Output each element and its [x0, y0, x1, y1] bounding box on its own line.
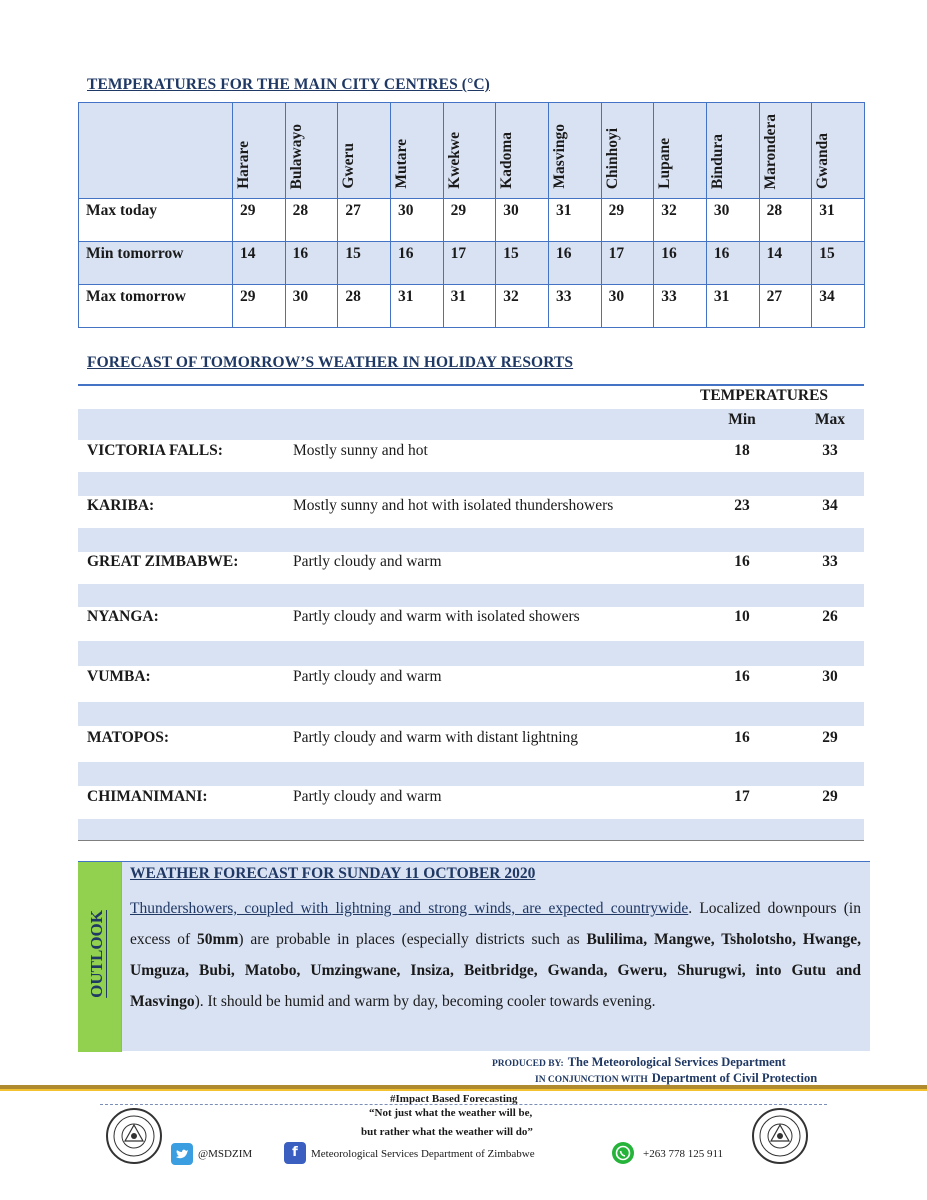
temp-cell: 29: [233, 285, 286, 328]
temperatures-header: TEMPERATURES: [700, 387, 829, 404]
temp-cell: 28: [338, 285, 391, 328]
temp-cell: 30: [285, 285, 338, 328]
max-header: Max: [814, 411, 846, 428]
temp-cell: 29: [443, 199, 496, 242]
resort-forecast: Partly cloudy and warm with isolated showers: [293, 608, 580, 625]
temp-cell: 15: [338, 242, 391, 285]
footer-dashed-rule: [100, 1104, 827, 1105]
city-header-corner: [79, 103, 233, 199]
resort-separator: [78, 762, 864, 786]
temp-cell: 15: [496, 242, 549, 285]
msd-logo-right: [752, 1108, 808, 1164]
msd-logo-left: [106, 1108, 162, 1164]
resort-min: 16: [734, 668, 750, 685]
slogan-line-1: “Not just what the weather will be,: [369, 1107, 533, 1119]
temp-cell: 16: [706, 242, 759, 285]
resort-max: 29: [822, 729, 838, 746]
resort-min: 18: [734, 442, 750, 459]
twitter-icon[interactable]: [171, 1143, 193, 1165]
outlook-panel: [78, 861, 870, 1051]
city-header: Masvingo: [548, 103, 601, 199]
resort-separator: [78, 641, 864, 666]
resort-name: VICTORIA FALLS:: [87, 442, 223, 459]
temp-cell: 16: [654, 242, 707, 285]
temp-cell: 16: [548, 242, 601, 285]
row-label: Max today: [79, 199, 233, 242]
resort-max: 26: [822, 608, 838, 625]
temp-cell: 14: [233, 242, 286, 285]
temp-cell: 31: [390, 285, 443, 328]
twitter-handle[interactable]: @MSDZIM: [198, 1148, 253, 1160]
resort-bottom-rule: [78, 840, 864, 841]
resort-separator: [78, 819, 864, 841]
city-header: Chinhoyi: [601, 103, 654, 199]
resort-forecast-heading: FORECAST OF TOMORROW’S WEATHER IN HOLIDAY RESORTS: [87, 354, 574, 371]
max-tomorrow-row: [79, 285, 865, 328]
resort-min: 10: [734, 608, 750, 625]
resort-separator: [78, 702, 864, 726]
resort-max: 30: [822, 668, 838, 685]
resort-name: VUMBA:: [87, 668, 151, 685]
whatsapp-number[interactable]: +263 778 125 911: [643, 1148, 724, 1160]
temp-cell: 32: [496, 285, 549, 328]
temp-cell: 17: [443, 242, 496, 285]
resort-forecast: Mostly sunny and hot: [293, 442, 428, 459]
outlook-districts: Bulilima, Mangwe, Tsholotsho, Hwange, Umguza, Bubi, Matobo, Umzingwane, Insiza, Beitbridge, Gwanda, Gweru, Shurugwi, into Gutu and Masvingo: [130, 931, 861, 1010]
resort-max: 33: [822, 442, 838, 459]
temp-cell: 32: [654, 199, 707, 242]
temp-cell: 14: [759, 242, 812, 285]
whatsapp-icon[interactable]: [612, 1142, 634, 1164]
temp-cell: 30: [496, 199, 549, 242]
city-header: Gwanda: [812, 103, 865, 199]
resort-name: GREAT ZIMBABWE:: [87, 553, 239, 570]
max-today-row: [79, 199, 865, 242]
min-header: Min: [728, 411, 756, 428]
outlook-tab-label: OUTLOOK: [87, 910, 106, 998]
city-header: Bindura: [706, 103, 759, 199]
temp-cell: 34: [812, 285, 865, 328]
temp-cell: 33: [654, 285, 707, 328]
resort-separator: [78, 472, 864, 496]
outlook-lead: Thundershowers, coupled with lightning and strong winds, are expected countrywide: [130, 900, 689, 917]
temp-cell: 17: [601, 242, 654, 285]
city-header: Harare: [233, 103, 286, 199]
produced-by-label: PRODUCED BY:: [492, 1059, 564, 1069]
resort-min: 17: [734, 788, 750, 805]
resort-separator: [78, 584, 864, 607]
temp-cell: 30: [706, 199, 759, 242]
temp-cell: 29: [601, 199, 654, 242]
resort-forecast: Partly cloudy and warm with distant lightning: [293, 729, 578, 746]
resort-min: 16: [734, 553, 750, 570]
partner-org: Department of Civil Protection: [651, 1071, 818, 1085]
outlook-tab: [78, 862, 122, 1052]
resort-forecast: Mostly sunny and hot with isolated thundershowers: [293, 497, 614, 514]
resort-separator: [78, 528, 864, 552]
temp-cell: 15: [812, 242, 865, 285]
city-header-row: [79, 103, 865, 199]
city-temperature-table: [78, 102, 865, 328]
temp-cell: 28: [759, 199, 812, 242]
temp-cell: 28: [285, 199, 338, 242]
temp-cell: 31: [706, 285, 759, 328]
temp-cell: 16: [390, 242, 443, 285]
resort-max: 33: [822, 553, 838, 570]
temp-cell: 27: [338, 199, 391, 242]
facebook-page[interactable]: Meteorological Services Department of Zimbabwe: [311, 1148, 535, 1160]
outlook-body: [130, 893, 861, 1017]
city-header: Kwekwe: [443, 103, 496, 199]
temp-cell: 31: [443, 285, 496, 328]
temp-cell: 31: [812, 199, 865, 242]
temp-cell: 27: [759, 285, 812, 328]
resort-max: 34: [822, 497, 838, 514]
resort-name: KARIBA:: [87, 497, 155, 514]
resort-top-rule: [78, 384, 864, 386]
footer-rule-gold: [0, 1089, 927, 1091]
temp-cell: 31: [548, 199, 601, 242]
outlook-amount: 50mm: [197, 931, 239, 948]
resort-max: 29: [822, 788, 838, 805]
resort-forecast: Partly cloudy and warm: [293, 553, 442, 570]
produced-by-org: The Meteorological Services Department: [567, 1055, 786, 1069]
city-header: Bulawayo: [285, 103, 338, 199]
resort-forecast: Partly cloudy and warm: [293, 668, 442, 685]
city-header: Mutare: [390, 103, 443, 199]
temp-cell: 16: [285, 242, 338, 285]
outlook-text: ) are probable in places (especially districts such as: [238, 931, 587, 948]
resort-name: CHIMANIMANI:: [87, 788, 208, 805]
facebook-icon[interactable]: f: [284, 1142, 306, 1164]
temp-cell: 30: [390, 199, 443, 242]
city-header: Marondera: [759, 103, 812, 199]
temp-cell: 30: [601, 285, 654, 328]
city-header: Kadoma: [496, 103, 549, 199]
hashtag: #Impact Based Forecasting: [390, 1093, 518, 1105]
temp-cell: 29: [233, 199, 286, 242]
resort-forecast: Partly cloudy and warm: [293, 788, 442, 805]
temp-cell: 33: [548, 285, 601, 328]
resort-min: 23: [734, 497, 750, 514]
city-header: Gweru: [338, 103, 391, 199]
resort-name: NYANGA:: [87, 608, 159, 625]
outlook-text: . Localized downpours (in excess of: [130, 900, 861, 948]
outlook-text: ). It should be humid and warm by day, becoming cooler towards evening.: [194, 993, 656, 1010]
row-label: Max tomorrow: [79, 285, 233, 328]
resort-name: MATOPOS:: [87, 729, 170, 746]
min-tomorrow-row: [79, 242, 865, 285]
conjunction-label: IN CONJUNCTION WITH: [535, 1075, 648, 1085]
outlook-title: WEATHER FORECAST FOR SUNDAY 11 OCTOBER 2020: [130, 865, 536, 882]
row-label: Min tomorrow: [79, 242, 233, 285]
resort-min: 16: [734, 729, 750, 746]
city-temperatures-heading: TEMPERATURES FOR THE MAIN CITY CENTRES (°C): [87, 76, 490, 93]
slogan-line-2: but rather what the weather will do”: [361, 1126, 533, 1138]
city-header: Lupane: [654, 103, 707, 199]
